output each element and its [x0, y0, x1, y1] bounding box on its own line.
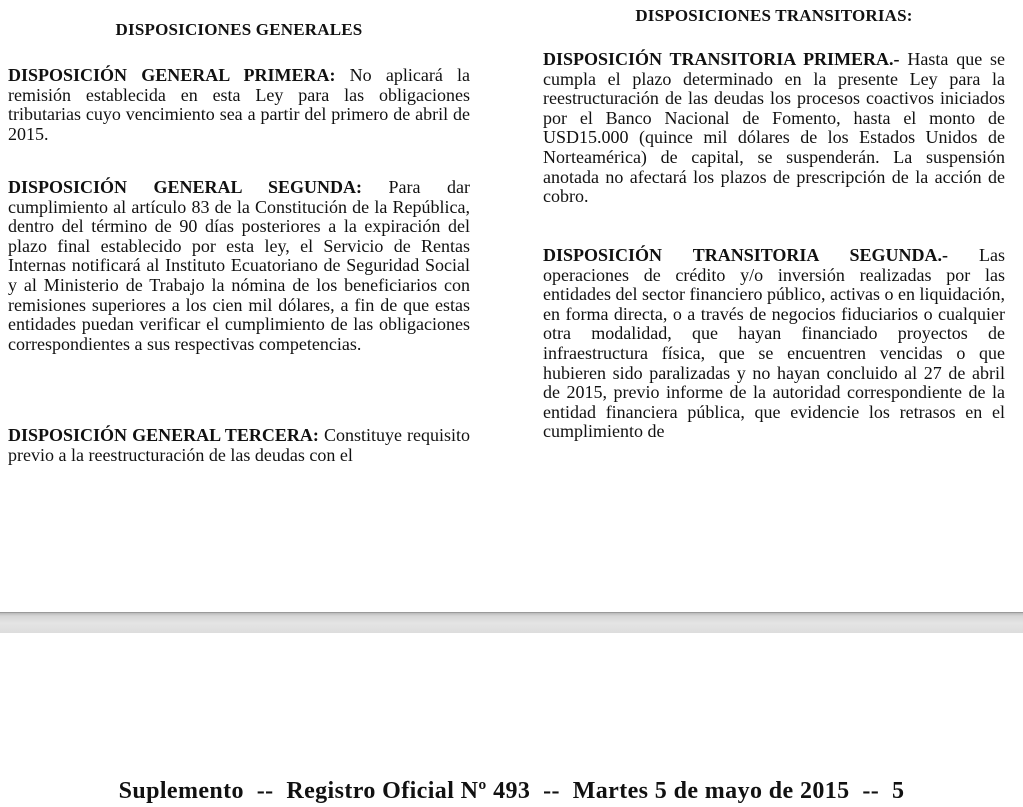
paragraph-body: Para dar cumplimiento al artículo 83 de la Constitución de la República, dentro del término de 90 días posteriores a la expiración del plazo final establecido por esta ley, el Servicio de Rentas Internas notificará al Instituto Ecuatoriano de Seguridad Social y al Ministerio de Trabajo la nómina de los beneficiarios con remisiones superiores a los cien mil dólares, a fin de que estas entidades puedan verificar el cumplimiento de las obligaciones correspondientes a sus respectivas competencias.	[8, 177, 470, 354]
paragraph-lead: DISPOSICIÓN TRANSITORIA SEGUNDA.-	[543, 245, 948, 265]
running-header: Suplemento -- Registro Oficial Nº 493 -- Martes 5 de mayo de 2015 -- 5	[118, 778, 905, 804]
document-page-lower	[0, 633, 1023, 807]
paragraph-transitoria-segunda	[543, 246, 1005, 442]
paragraph-lead: DISPOSICIÓN GENERAL TERCERA:	[8, 425, 319, 445]
paragraph-body: Hasta que se cumpla el plazo determinado en la presente Ley para la reestructuración de las deudas los procesos coactivos iniciados por el Banco Nacional de Fomento, hasta el monto de USD15.000 (quince mil dólares de los Estados Unidos de Norteamérica) de capital, se suspenderán. La suspensión anotada no afectará los plazos de prescripción de la acción de cobro.	[543, 49, 1006, 207]
paragraph-lead: DISPOSICIÓN GENERAL PRIMERA:	[8, 65, 336, 85]
page-separator	[0, 612, 1023, 634]
paragraph-general-tercera	[8, 426, 470, 465]
paragraph-body: Constituye requisito previo a la reestructuración de las deudas con el	[8, 425, 470, 465]
section-heading-transitorias: DISPOSICIONES TRANSITORIAS:	[635, 6, 913, 25]
paragraph-lead: DISPOSICIÓN GENERAL SEGUNDA:	[8, 177, 363, 197]
section-heading-generales: DISPOSICIONES GENERALES	[115, 20, 363, 39]
paragraph-transitoria-primera	[543, 50, 1005, 207]
paragraph-general-primera	[8, 66, 470, 144]
paragraph-body: No aplicará la remisión establecida en esta Ley para las obligaciones tributarias cuyo vencimiento sea a partir del primero de abril de 2015.	[8, 65, 470, 144]
paragraph-body: Las operaciones de crédito y/o inversión realizadas por las entidades del sector financiero público, activas o en liquidación, en forma directa, o a través de negocios fiduciarios o cualquier otra modalidad, que hayan financiado proyectos de infraestructura física, que se encuentren vencidas o que hubieren sido paralizadas y no hayan concluido al 27 de abril de 2015, previo informe de la autoridad correspondiente de la entidad financiera pública, que evidencie los retrasos en el cumplimiento de	[543, 245, 1005, 442]
paragraph-lead: DISPOSICIÓN TRANSITORIA PRIMERA.-	[543, 49, 900, 69]
paragraph-general-segunda	[8, 178, 470, 354]
